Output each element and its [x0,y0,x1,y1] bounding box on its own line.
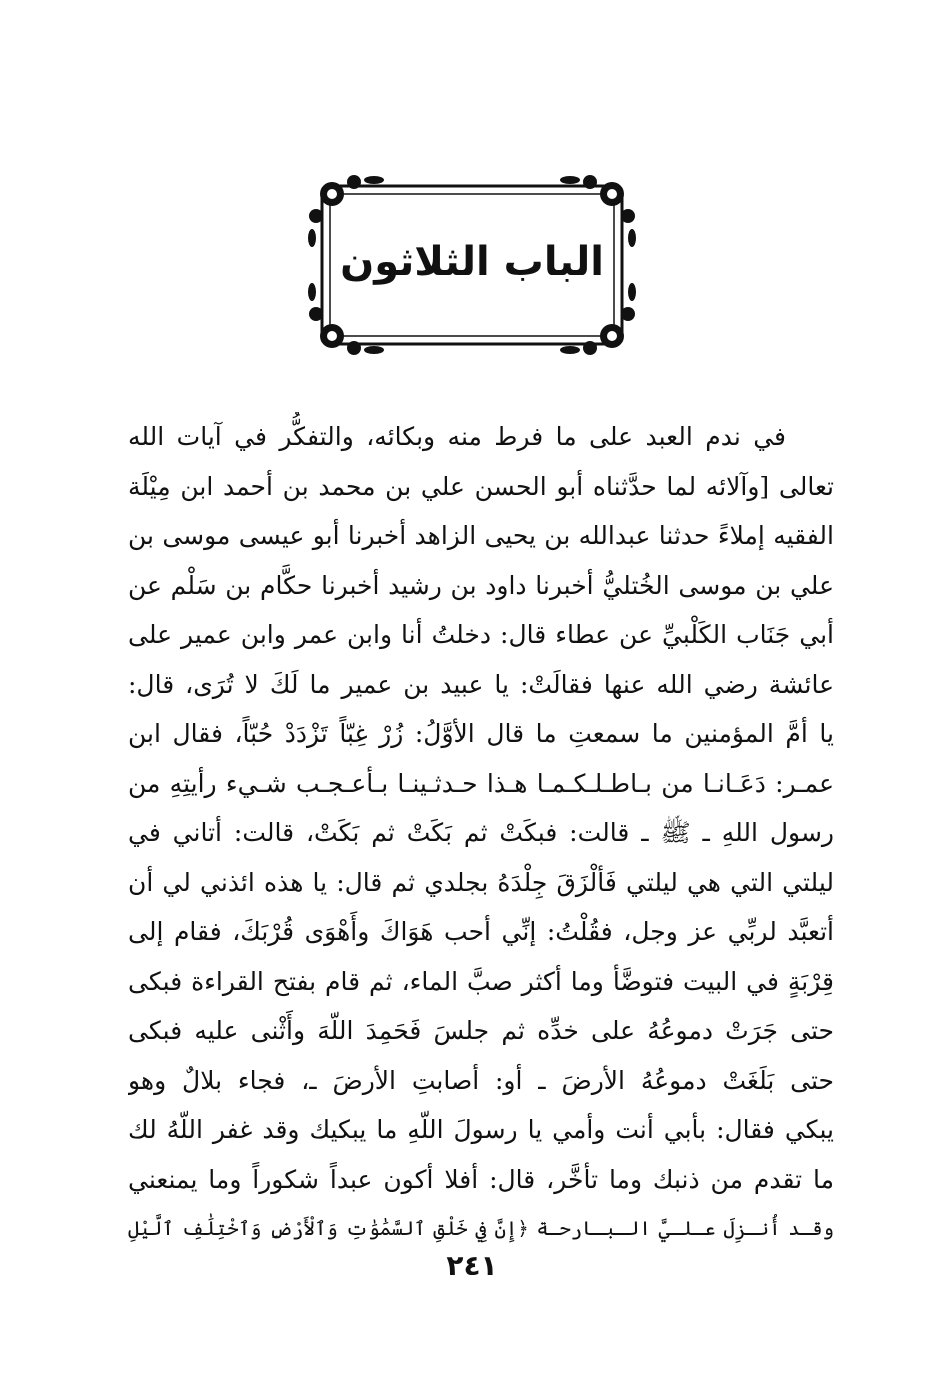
text-line: رسول اللهِ ـ ﷺ ـ قالت: فبكَتْ ثم بَكَتْ ثم بَكَتْ، قالت: أتاني في [128,818,834,847]
text-line: يبكي فقال: بأبي أنت وأمي يا رسولَ اللّهِ ما يبكيك وقد غفر اللّهُ لك [128,1115,834,1144]
text-line: حتى بَلَغَتْ دموعُهُ الأرضَ ـ أو: أصابتِ الأرضَ ـ، فجاء بلالٌ وهو [128,1065,834,1095]
text-line: ليلتي التي هي ليلتي فَألْزَقَ جِلْدَهُ بجلدي ثم قال: يا هذه ائذني لي أن [128,867,834,897]
text-line: الفقيه إملاءً حدثنا عبدالله بن يحيى الزاهد أخبرنا أبو عيسى موسى بن [128,521,834,550]
text-line: في ندم العبد على ما فرط منه وبكائه، والتفكُّر في آيات الله [128,422,786,451]
chapter-title: الباب الثلاثون [340,239,604,285]
text-line: أتعبَّد لربِّي عز وجل، فقُلْتُ: إنِّي أحب هَوَاكَ وأَهْوَى قُرْبَكَ، فقام إلى [128,917,834,946]
text-line: عمـر: دَعَـانـا من بـاطـلـكـمـا هـذا حـدثـينـا بـأعـجـب شـيء رأيتِهِ من [128,768,834,798]
body-paragraph [128,412,834,1254]
text-line: عائشة رضي الله عنها فقالَتْ: يا عبيد بن عمير ما لَكَ لا تُرَى، قال: [128,669,834,699]
text-line: تعالى [وآلائه لما حدَّثناه أبو الحسن علي بن محمد بن أحمد ابن مِيْلَة [128,471,834,501]
text-line: علي بن موسى الخُتليُّ أخبرنا داود بن رشيد أخبرنا حكَّام بن سَلْم عن [128,570,834,600]
text-line: قِرْبَةٍ في البيت فتوضَّأ وما أكثر صبَّ الماء، ثم قام بفتح القراءة فبكى [128,966,834,996]
text-line: وقـد أُنـزِلَ عـلـيَّ الـبـارحـة ﴿إِنَّ فِي خَلْقِ ٱلسَّمَٰوَٰتِ وَٱلْأَرْضِ وَٱخْتِلَٰفِ ٱلَّيْلِ [128,1217,834,1240]
text-line: ما تقدم من ذنبك وما تأخَّر، قال: أفلا أكون عبداً شكوراً وما يمنعني [128,1164,834,1194]
text-line: حتى جَرَتْ دموعُهُ على خدِّه ثم جلسَ فَحَمِدَ اللّهَ وأَثْنى عليه فبكى [128,1016,834,1045]
page-number: ٢٤١ [446,1249,498,1282]
text-line: يا أمَّ المؤمنين ما سمعتِ ما قال الأوَّلُ: زُرْ غِبّاً تَزْدَدْ حُبّاً، فقال ابن [128,719,834,748]
text-line: أبي جَنَاب الكَلْبيِّ عن عطاء قال: دخلتُ أنا وابن عمر وابن عمير على [128,620,834,649]
